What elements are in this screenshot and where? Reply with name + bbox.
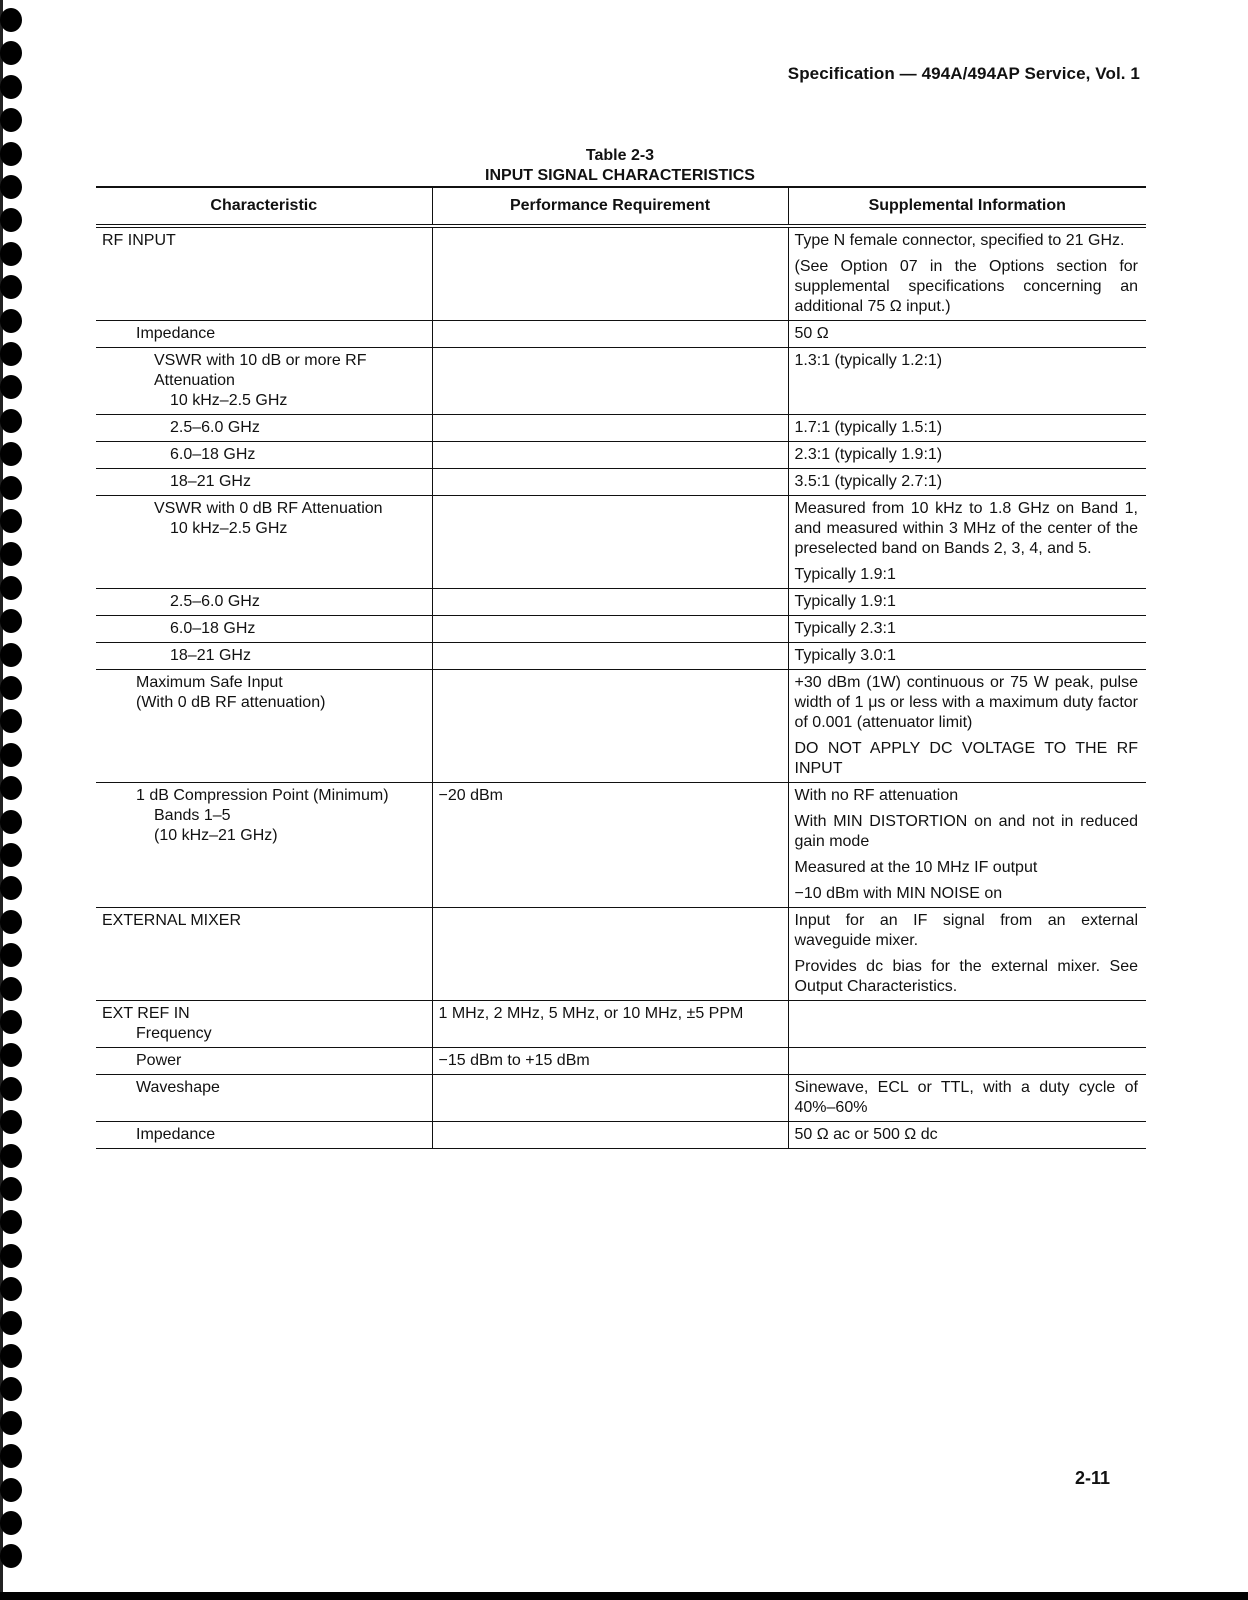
performance-requirement-cell [432, 616, 788, 643]
characteristic-cell [96, 415, 432, 442]
characteristic-label: 2.5–6.0 GHz [170, 419, 260, 436]
characteristic-label: VSWR with 10 dB or more RF Attenuation [154, 352, 367, 389]
characteristic-cell [96, 469, 432, 496]
characteristic-label: Power [136, 1052, 182, 1069]
table-header-row [96, 187, 1146, 226]
binder-hole [0, 41, 22, 65]
column-header-characteristic: Characteristic [96, 187, 432, 226]
binder-hole [0, 576, 22, 600]
supplemental-information-cell [788, 496, 1146, 589]
table-row [96, 226, 1146, 321]
characteristic-label: Waveshape [136, 1079, 220, 1096]
column-header-performance-requirement: Performance Requirement [432, 187, 788, 226]
characteristic-cell [96, 226, 432, 321]
characteristic-label: 1 dB Compression Point (Minimum) [136, 787, 389, 804]
performance-requirement-cell [432, 469, 788, 496]
binder-hole [0, 910, 22, 934]
performance-requirement-cell [432, 1075, 788, 1122]
table-number: Table 2-3 [585, 147, 655, 164]
characteristic-label: 18–21 GHz [170, 647, 251, 664]
supplemental-text: Measured from 10 kHz to 1.8 GHz on Band 1, and measured within 3 MHz of the center of the preselected band on Bands 2, 3, 4, and 5. [794, 500, 1138, 557]
binder-hole [0, 943, 22, 967]
binder-hole [0, 1110, 22, 1134]
table-row [96, 783, 1146, 908]
characteristic-label: Frequency [136, 1025, 212, 1042]
binder-hole [0, 676, 22, 700]
supplemental-information-cell [788, 1075, 1146, 1122]
characteristic-label: Impedance [136, 325, 216, 342]
supplemental-information-cell [788, 783, 1146, 908]
supplemental-text: 1.7:1 (typically 1.5:1) [794, 419, 943, 436]
binder-hole [0, 1377, 22, 1401]
performance-requirement-cell [432, 321, 788, 348]
binder-hole [0, 1077, 22, 1101]
binder-hole [0, 375, 22, 399]
supplemental-information-cell [788, 442, 1146, 469]
binder-hole [0, 843, 22, 867]
binder-hole [0, 1511, 22, 1535]
input-signal-characteristics-table [96, 186, 1146, 1149]
characteristic-label: Impedance [136, 1126, 216, 1143]
binder-hole [0, 643, 22, 667]
characteristic-label: 2.5–6.0 GHz [170, 593, 260, 610]
table-row [96, 1075, 1146, 1122]
supplemental-information-cell [788, 226, 1146, 321]
characteristic-cell [96, 616, 432, 643]
binder-hole [0, 1010, 22, 1034]
binder-hole [0, 1144, 22, 1168]
supplemental-information-cell [788, 469, 1146, 496]
characteristic-label: 10 kHz–2.5 GHz [170, 520, 288, 537]
binder-hole [0, 509, 22, 533]
supplemental-information-cell [788, 321, 1146, 348]
supplemental-text: Provides dc bias for the external mixer. See Output Characteristics. [794, 958, 1138, 995]
supplemental-text: 3.5:1 (typically 2.7:1) [794, 473, 943, 490]
supplemental-text: +30 dBm (1W) continuous or 75 W peak, pulse width of 1 μs or less with a maximum duty factor of 0.001 (attenuator limit) [794, 674, 1138, 731]
characteristic-label: (10 kHz–21 GHz) [154, 827, 278, 844]
binder-hole [0, 75, 22, 99]
table-row [96, 1048, 1146, 1075]
performance-requirement-cell: −15 dBm to +15 dBm [432, 1048, 788, 1075]
binder-hole [0, 108, 22, 132]
supplemental-text: Measured at the 10 MHz IF output [794, 859, 1038, 876]
characteristic-cell [96, 321, 432, 348]
table-row [96, 1122, 1146, 1149]
supplemental-information-cell [788, 670, 1146, 783]
supplemental-information-cell [788, 643, 1146, 670]
binder-hole [0, 876, 22, 900]
supplemental-information-cell [788, 348, 1146, 415]
binder-hole [0, 409, 22, 433]
column-header-supplemental-information: Supplemental Information [788, 187, 1146, 226]
characteristic-label: 18–21 GHz [170, 473, 251, 490]
performance-requirement-cell [432, 226, 788, 321]
performance-requirement-cell [432, 442, 788, 469]
characteristic-label: 6.0–18 GHz [170, 446, 256, 463]
binder-hole [0, 1311, 22, 1335]
table-row [96, 348, 1146, 415]
characteristic-cell [96, 442, 432, 469]
binder-hole [0, 1411, 22, 1435]
characteristic-cell [96, 783, 432, 908]
performance-requirement-cell [432, 496, 788, 589]
binder-hole [0, 609, 22, 633]
characteristic-label: EXT REF IN [102, 1005, 190, 1022]
characteristic-label: 10 kHz–2.5 GHz [170, 392, 288, 409]
supplemental-information-cell [788, 616, 1146, 643]
running-head: Specification — 494A/494AP Service, Vol. 1 [787, 64, 1140, 83]
binder-hole [0, 476, 22, 500]
supplemental-text: Typically 1.9:1 [794, 593, 896, 610]
supplemental-text: Typically 2.3:1 [794, 620, 896, 637]
binder-hole [0, 442, 22, 466]
table-row [96, 908, 1146, 1001]
table-row [96, 670, 1146, 783]
characteristic-label: VSWR with 0 dB RF Attenuation [154, 500, 383, 517]
table-row [96, 415, 1146, 442]
binder-hole [0, 342, 22, 366]
supplemental-information-cell [788, 589, 1146, 616]
binder-hole [0, 242, 22, 266]
supplemental-text: Sinewave, ECL or TTL, with a duty cycle of 40%–60% [794, 1079, 1138, 1116]
binder-hole [0, 175, 22, 199]
supplemental-text: 50 Ω ac or 500 Ω dc [794, 1126, 938, 1143]
performance-requirement-cell [432, 908, 788, 1001]
characteristic-label: 6.0–18 GHz [170, 620, 256, 637]
performance-requirement-cell [432, 1122, 788, 1149]
supplemental-text: Typically 1.9:1 [794, 566, 896, 583]
supplemental-text: 1.3:1 (typically 1.2:1) [794, 352, 943, 369]
supplemental-text: Typically 3.0:1 [794, 647, 896, 664]
binder-holes [0, 0, 28, 1600]
binder-hole [0, 309, 22, 333]
binder-hole [0, 275, 22, 299]
characteristic-cell [96, 908, 432, 1001]
binder-hole [0, 1210, 22, 1234]
table-row [96, 496, 1146, 589]
supplemental-information-cell [788, 908, 1146, 1001]
characteristic-cell [96, 1001, 432, 1048]
performance-requirement-cell [432, 589, 788, 616]
performance-requirement-cell [432, 415, 788, 442]
table-row [96, 469, 1146, 496]
characteristic-cell [96, 670, 432, 783]
characteristic-cell [96, 589, 432, 616]
supplemental-text: With MIN DISTORTION on and not in reduced gain mode [794, 813, 1138, 850]
supplemental-text: (See Option 07 in the Options section for supplemental specifications concerning an additional 75 Ω input.) [794, 258, 1138, 315]
characteristic-cell [96, 348, 432, 415]
characteristic-label: RF INPUT [102, 232, 176, 249]
table-row [96, 589, 1146, 616]
supplemental-text: −10 dBm with MIN NOISE on [794, 885, 1003, 902]
binder-hole [0, 142, 22, 166]
supplemental-information-cell [788, 1001, 1146, 1048]
binder-hole [0, 1277, 22, 1301]
characteristic-cell [96, 1122, 432, 1149]
table-row [96, 442, 1146, 469]
binder-hole [0, 776, 22, 800]
table-row [96, 643, 1146, 670]
page-edge-bottom [0, 1592, 1248, 1600]
supplemental-text: With no RF attenuation [794, 787, 959, 804]
supplemental-information-cell [788, 1122, 1146, 1149]
supplemental-text: Type N female connector, specified to 21 GHz. [794, 232, 1125, 249]
page-number: 2-11 [1074, 1468, 1110, 1488]
supplemental-information-cell [788, 415, 1146, 442]
binder-hole [0, 709, 22, 733]
binder-hole [0, 977, 22, 1001]
binder-hole [0, 1244, 22, 1268]
binder-hole [0, 8, 22, 32]
characteristic-label: EXTERNAL MIXER [102, 912, 241, 929]
table-row [96, 1001, 1146, 1048]
binder-hole [0, 1344, 22, 1368]
performance-requirement-cell: 1 MHz, 2 MHz, 5 MHz, or 10 MHz, ±5 PPM [432, 1001, 788, 1048]
characteristic-label: Bands 1–5 [154, 807, 231, 824]
characteristic-label: (With 0 dB RF attenuation) [136, 694, 326, 711]
binder-hole [0, 542, 22, 566]
characteristic-cell [96, 496, 432, 589]
characteristic-cell [96, 1075, 432, 1122]
binder-hole [0, 810, 22, 834]
table-title: INPUT SIGNAL CHARACTERISTICS [485, 167, 755, 184]
characteristic-cell [96, 1048, 432, 1075]
binder-hole [0, 208, 22, 232]
binder-hole [0, 743, 22, 767]
characteristic-label: Maximum Safe Input [136, 674, 283, 691]
table-row [96, 616, 1146, 643]
table-row [96, 321, 1146, 348]
binder-hole [0, 1544, 22, 1568]
binder-hole [0, 1043, 22, 1067]
characteristic-cell [96, 643, 432, 670]
supplemental-text: Input for an IF signal from an external waveguide mixer. [794, 912, 1138, 949]
supplemental-information-cell [788, 1048, 1146, 1075]
performance-requirement-cell [432, 348, 788, 415]
table-caption [460, 146, 780, 186]
binder-hole [0, 1478, 22, 1502]
binder-hole [0, 1444, 22, 1468]
performance-requirement-cell [432, 643, 788, 670]
supplemental-text: 50 Ω [794, 325, 829, 342]
table-body [96, 226, 1146, 1149]
performance-requirement-cell [432, 670, 788, 783]
binder-hole [0, 1177, 22, 1201]
performance-requirement-cell: −20 dBm [432, 783, 788, 908]
supplemental-text: DO NOT APPLY DC VOLTAGE TO THE RF INPUT [794, 740, 1138, 777]
supplemental-text: 2.3:1 (typically 1.9:1) [794, 446, 943, 463]
